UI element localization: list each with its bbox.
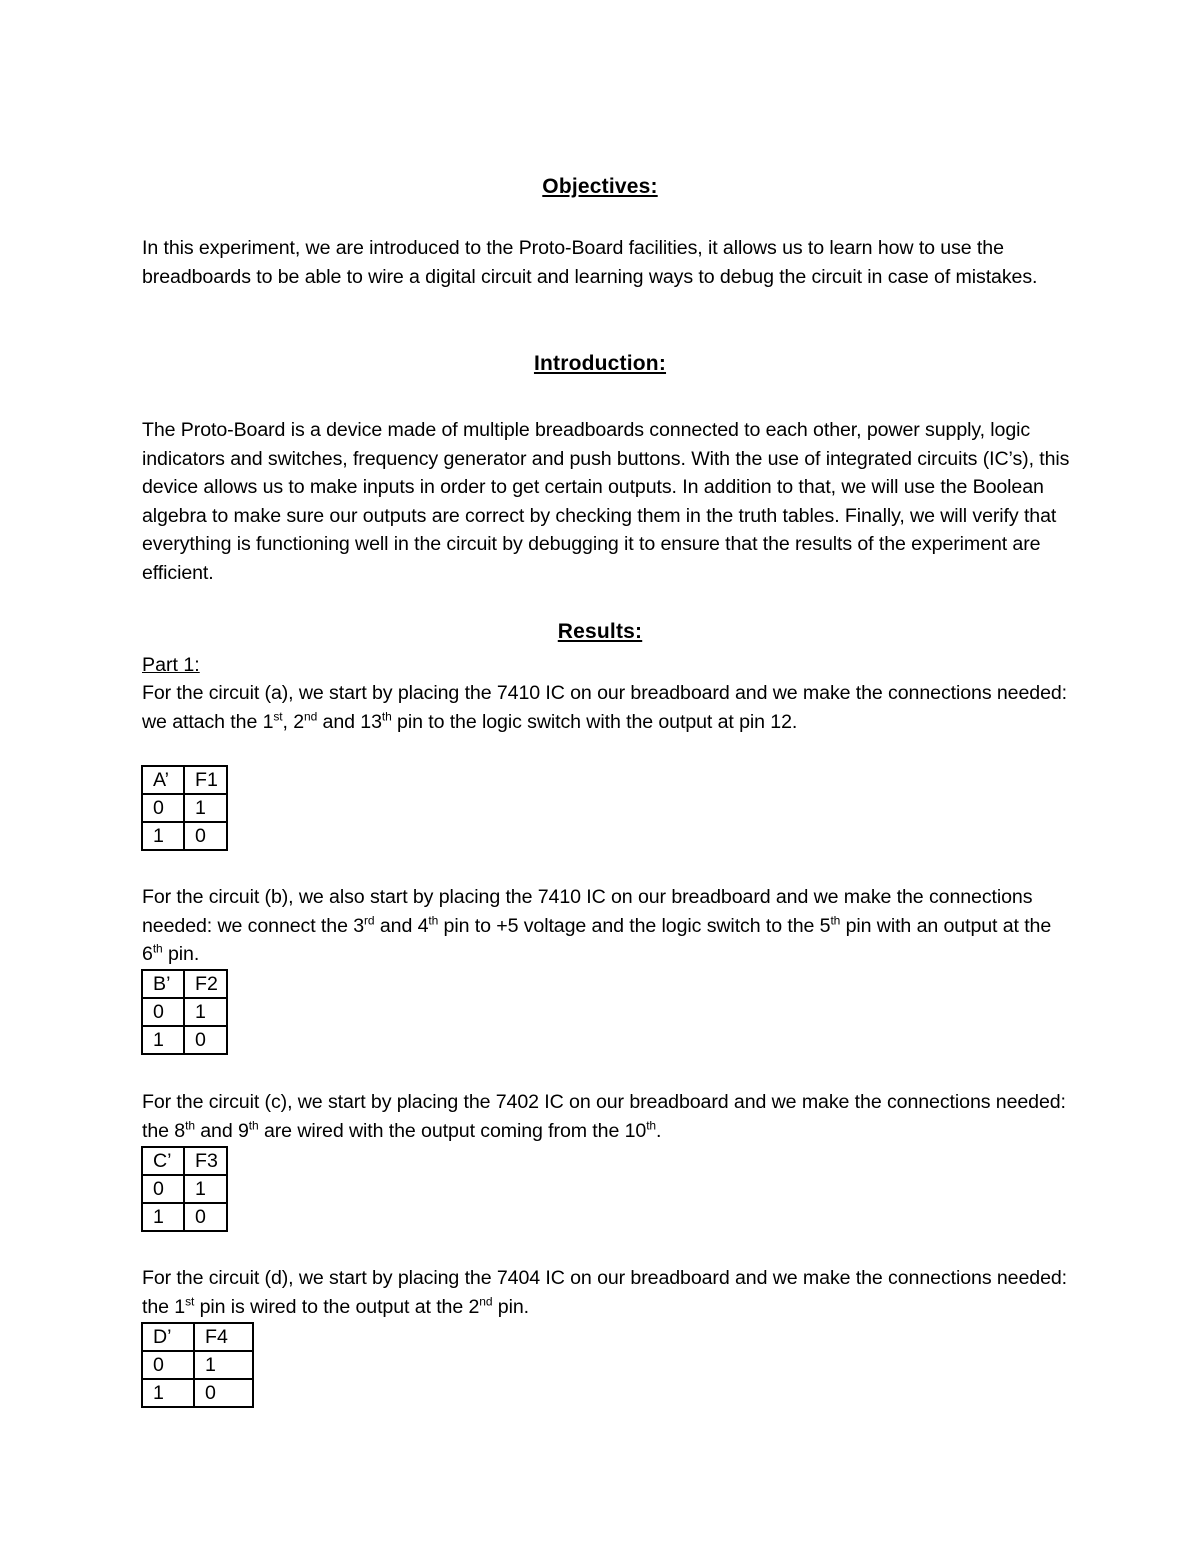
- table-cell: 0: [184, 1203, 227, 1231]
- table-row: [142, 1379, 253, 1407]
- table-header-row: [142, 1323, 253, 1351]
- table-cell: 1: [142, 1026, 184, 1054]
- table-cell: 0: [184, 1026, 227, 1054]
- table-row: [142, 822, 227, 850]
- table-cell: 1: [194, 1351, 253, 1379]
- truth-table-d: [141, 1322, 254, 1408]
- table-header-cell: F2: [184, 970, 227, 998]
- table-cell: 0: [142, 998, 184, 1026]
- truth-table-c: [141, 1146, 228, 1232]
- table-cell: 0: [194, 1379, 253, 1407]
- table-cell: 1: [184, 998, 227, 1026]
- table-header-cell: D’: [142, 1323, 194, 1351]
- table-row: [142, 1351, 253, 1379]
- circuit-d-paragraph: For the circuit (d), we start by placing the 7404 IC on our breadboard and we make the connections needed: the 1st pin is wired to the output at the 2nd pin.: [142, 1267, 1068, 1318]
- objectives-paragraph: In this experiment, we are introduced to the Proto-Board facilities, it allows us to learn how to use the breadboards to be able to wire a digital circuit and learning ways to debug the circuit in case of mistakes.: [142, 237, 1038, 288]
- table-row: [142, 1203, 227, 1231]
- results-heading: Results:: [557, 620, 643, 643]
- table-cell: 0: [142, 1351, 194, 1379]
- table-header-cell: A’: [142, 766, 184, 794]
- introduction-heading: Introduction:: [533, 352, 667, 375]
- table-header-row: [142, 766, 227, 794]
- table-cell: 1: [142, 1379, 194, 1407]
- table-row: [142, 1026, 227, 1054]
- table-cell: 1: [142, 1203, 184, 1231]
- table-header-cell: B’: [142, 970, 184, 998]
- table-header-row: [142, 1147, 227, 1175]
- table-header-cell: F3: [184, 1147, 227, 1175]
- table-cell: 0: [142, 1175, 184, 1203]
- truth-table-b: [141, 969, 228, 1055]
- table-row: [142, 794, 227, 822]
- circuit-b-paragraph: For the circuit (b), we also start by placing the 7410 IC on our breadboard and we make the connections needed: we connect the 3rd and 4th pin to +5 voltage and the logic switch to the 5th pin with an output at the 6th pin.: [142, 886, 1052, 966]
- introduction-paragraph: The Proto-Board is a device made of multiple breadboards connected to each other, power supply, logic indicators and switches, frequency generator and push buttons. With the use of integrated circuits (IC’s), this device allows us to make inputs in order to get certain outputs. In addition to that, we will use the Boolean algebra to make sure our outputs are correct by checking them in the truth tables. Finally, we will verify that everything is functioning well in the circuit by debugging it to ensure that the results of the experiment are efficient.: [142, 419, 1070, 584]
- table-header-cell: F4: [194, 1323, 253, 1351]
- table-cell: 0: [142, 794, 184, 822]
- table-header-cell: C’: [142, 1147, 184, 1175]
- table-cell: 1: [184, 1175, 227, 1203]
- circuit-a-paragraph: For the circuit (a), we start by placing the 7410 IC on our breadboard and we make the connections needed: we attach the 1st, 2nd and 13th pin to the logic switch with the output at pin 12.: [142, 682, 1068, 733]
- table-row: [142, 1175, 227, 1203]
- table-row: [142, 998, 227, 1026]
- table-header-cell: F1: [184, 766, 227, 794]
- circuit-c-paragraph: For the circuit (c), we start by placing the 7402 IC on our breadboard and we make the connections needed: the 8th and 9th are wired with the output coming from the 10th.: [142, 1091, 1066, 1142]
- table-cell: 0: [184, 822, 227, 850]
- table-header-row: [142, 970, 227, 998]
- table-cell: 1: [142, 822, 184, 850]
- truth-table-a: [141, 765, 228, 851]
- part-1-label: Part 1:: [142, 654, 200, 676]
- objectives-heading: Objectives:: [542, 175, 658, 198]
- table-cell: 1: [184, 794, 227, 822]
